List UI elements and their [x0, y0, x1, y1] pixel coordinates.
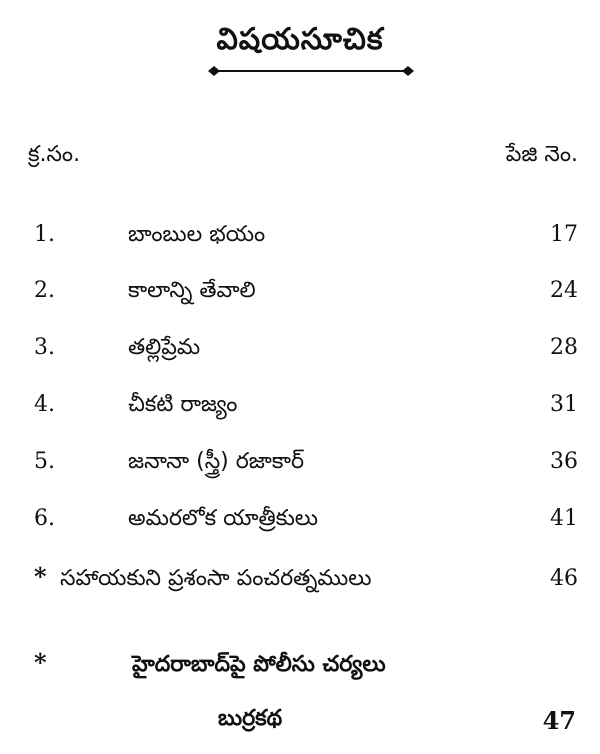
page-header: పేజి నెం. — [505, 142, 578, 167]
entry-title: చీకటి రాజ్యం — [128, 392, 238, 417]
toc-entry — [0, 506, 600, 546]
toc-entry — [0, 278, 600, 318]
entry-title: జనానా (స్త్రీ) రజాకార్ — [128, 449, 305, 474]
entry-number: 1. — [34, 222, 55, 247]
entry-title: తల్లిప్రేమ — [128, 335, 201, 360]
toc-entry — [0, 449, 600, 489]
toc-special-entry — [0, 562, 600, 606]
entry-title: అమరలోక యాత్రీకులు — [128, 506, 319, 531]
entry-title: కాలాన్ని తేవాలి — [128, 278, 256, 303]
serial-header: క్ర.సం. — [28, 142, 81, 167]
entry-page: 31 — [550, 392, 578, 417]
entry-title: సహాయకుని ప్రశంసా పంచరత్నములు — [60, 566, 372, 591]
entry-number: 5. — [34, 449, 55, 474]
entry-page: 46 — [550, 566, 578, 591]
entry-page: 28 — [550, 335, 578, 360]
entry-title-continuation: బుర్రకథ — [218, 706, 283, 731]
asterisk-mark: * — [34, 648, 47, 677]
entry-number: 4. — [34, 392, 55, 417]
toc-special-entry — [0, 648, 600, 692]
entry-number: 3. — [34, 335, 55, 360]
entry-number: 6. — [34, 506, 55, 531]
entry-page: 24 — [550, 278, 578, 303]
title-block — [0, 22, 600, 64]
entry-page: 47 — [542, 706, 576, 735]
page-title: విషయసూచిక — [216, 22, 384, 57]
entry-title: హైదరాబాద్‌పై పోలీసు చర్యలు — [132, 652, 386, 677]
entry-page: 36 — [550, 449, 578, 474]
toc-entry — [0, 222, 600, 262]
asterisk-mark: * — [34, 562, 47, 591]
toc-entry — [0, 392, 600, 432]
toc-entry — [0, 335, 600, 375]
entry-page: 17 — [550, 222, 578, 247]
entry-page: 41 — [550, 506, 578, 531]
entry-number: 2. — [34, 278, 55, 303]
entry-title: బాంబుల భయం — [128, 222, 266, 247]
title-ornament-rule — [208, 66, 414, 76]
